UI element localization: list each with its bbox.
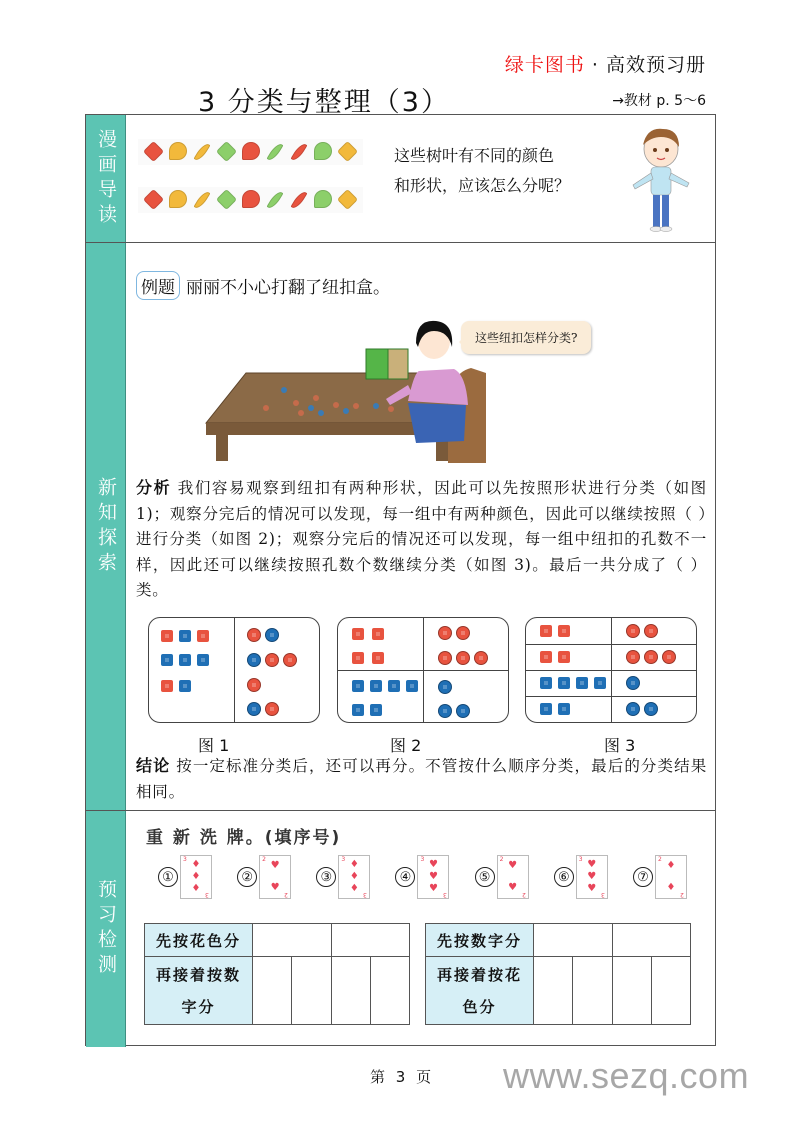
card-number: ④	[395, 867, 415, 887]
square-button-icon	[372, 628, 384, 640]
brand-series: 绿卡图书	[504, 54, 585, 76]
section-label-bar	[86, 115, 126, 242]
section-new-knowledge	[86, 243, 715, 811]
slim-leaf-icon	[194, 141, 211, 162]
maple-leaf-icon	[216, 189, 237, 210]
round-button-icon	[626, 702, 640, 716]
slim-leaf-icon	[267, 141, 284, 162]
diamond-3-card: 3 ♦ ♦ ♦ 3	[338, 855, 370, 899]
section-label: 预习检测	[95, 879, 117, 979]
worksheet-frame	[85, 114, 716, 1046]
round-button-icon	[456, 651, 470, 665]
figure-1-panel	[148, 617, 320, 723]
round-leaf-icon	[314, 190, 332, 208]
round-button-icon	[247, 702, 261, 716]
girl-buttons-illustration	[186, 313, 486, 463]
square-button-icon	[370, 680, 382, 692]
heart-3-card: 3 ♥ ♥ ♥ 3	[576, 855, 608, 899]
answer-cell[interactable]	[573, 957, 612, 1025]
square-button-icon	[406, 680, 418, 692]
example-heading	[136, 271, 390, 300]
round-button-icon	[247, 678, 261, 692]
leaves-row-1	[138, 139, 363, 165]
card-item-6	[554, 855, 608, 899]
square-button-icon	[558, 703, 570, 715]
square-button-icon	[161, 630, 173, 642]
square-button-icon	[540, 625, 552, 637]
round-leaf-icon	[242, 190, 260, 208]
card-number: ①	[158, 867, 178, 887]
square-button-icon	[197, 630, 209, 642]
section-preview-check	[86, 811, 715, 1047]
diamond-icon: ♦	[349, 871, 359, 882]
square-button-icon	[558, 625, 570, 637]
card-item-3	[316, 855, 370, 899]
card-item-1	[158, 855, 212, 899]
row-label: 先按数字分	[426, 924, 534, 957]
figure-2-caption: 图 2	[390, 736, 422, 755]
square-button-icon	[161, 680, 173, 692]
round-button-icon	[644, 624, 658, 638]
boy-illustration	[629, 123, 693, 235]
suit-first-table	[144, 923, 410, 1025]
card-item-2	[237, 855, 291, 899]
classification-figures	[148, 617, 697, 725]
slim-leaf-icon	[267, 189, 284, 210]
round-button-icon	[265, 628, 279, 642]
card-number: ⑤	[475, 867, 495, 887]
round-leaf-icon	[242, 142, 260, 160]
square-button-icon	[161, 654, 173, 666]
round-button-icon	[265, 653, 279, 667]
slim-leaf-icon	[291, 189, 308, 210]
heart-icon: ♥	[428, 871, 438, 882]
square-button-icon	[352, 628, 364, 640]
round-button-icon	[438, 626, 452, 640]
heart-icon: ♥	[270, 882, 280, 893]
row-label: 先按花色分	[145, 924, 253, 957]
diamond-icon: ♦	[191, 859, 201, 870]
row-label: 再接着按数 字分	[145, 957, 253, 1025]
speech-line-1: 这些树叶有不同的颜色	[394, 146, 555, 165]
diamond-icon: ♦	[666, 882, 676, 893]
round-button-icon	[265, 702, 279, 716]
round-button-icon	[283, 653, 297, 667]
answer-cell[interactable]	[253, 957, 292, 1025]
slim-leaf-icon	[291, 141, 308, 162]
diamond-2-card: 2 ♦ ♦ 2	[655, 855, 687, 899]
maple-leaf-icon	[143, 189, 164, 210]
card-number: ⑦	[633, 867, 653, 887]
answer-cell[interactable]	[651, 957, 690, 1025]
speech-line-2: 和形状，应该怎么分呢？	[394, 176, 571, 195]
round-button-icon	[456, 626, 470, 640]
analysis-label: 分析	[136, 478, 172, 497]
card-item-5	[475, 855, 529, 899]
heart-icon: ♥	[508, 860, 518, 871]
diamond-icon: ♦	[191, 883, 201, 894]
square-button-icon	[558, 651, 570, 663]
round-button-icon	[438, 651, 452, 665]
card-number: ③	[316, 867, 336, 887]
round-button-icon	[474, 651, 488, 665]
row-label: 再接着按花 色分	[426, 957, 534, 1025]
heart-3-card: 3 ♥ ♥ ♥ 3	[417, 855, 449, 899]
square-button-icon	[352, 652, 364, 664]
card-item-4	[395, 855, 449, 899]
square-button-icon	[372, 652, 384, 664]
square-button-icon	[558, 677, 570, 689]
figure-1-caption: 图 1	[198, 736, 230, 755]
brand-separator: ·	[584, 54, 606, 76]
brand-book: 高效预习册	[605, 54, 706, 76]
heart-2-card: 2 ♥ ♥ 2	[259, 855, 291, 899]
round-leaf-icon	[169, 142, 187, 160]
answer-cell[interactable]	[534, 957, 573, 1025]
heart-icon: ♥	[508, 882, 518, 893]
section-label-bar	[86, 811, 126, 1047]
round-button-icon	[626, 624, 640, 638]
figure-3-caption: 图 3	[604, 736, 636, 755]
number-first-table	[425, 923, 691, 1025]
heart-icon: ♥	[428, 883, 438, 894]
round-button-icon	[438, 680, 452, 694]
round-button-icon	[247, 628, 261, 642]
square-button-icon	[370, 704, 382, 716]
analysis-paragraph	[136, 475, 707, 604]
answer-cell[interactable]	[253, 924, 332, 957]
round-button-icon	[626, 650, 640, 664]
question-text: 重 新 洗 牌。(填序号)	[146, 828, 342, 848]
analysis-text: 我们容易观察到纽扣有两种形状，因此可以先按照形状进行分类（如图 1)；观察分完后的情况可以发现，每一组中有两种颜色，因此可以继续按照（ ）进行分类（如图 2)；观察分完后的情况还可以发现，每一组中纽扣的孔数不一样，因此还可以继续按照孔数个数继续分类（如图 3)。最后一共分成了（ ）类。	[136, 479, 707, 599]
comic-speech	[394, 141, 570, 201]
square-button-icon	[352, 680, 364, 692]
square-button-icon	[197, 654, 209, 666]
answer-cell[interactable]	[612, 957, 651, 1025]
leaves-row-2	[138, 187, 363, 213]
heart-2-card: 2 ♥ ♥ 2	[497, 855, 529, 899]
example-tag: 例题	[136, 271, 180, 300]
card-number: ⑥	[554, 867, 574, 887]
maple-leaf-icon	[337, 141, 358, 162]
square-button-icon	[540, 677, 552, 689]
conclusion-paragraph	[136, 753, 707, 805]
answer-cell[interactable]	[612, 924, 691, 957]
figure-2-panel	[337, 617, 509, 723]
conclusion-label: 结论	[136, 756, 171, 775]
card-item-7	[633, 855, 687, 899]
round-leaf-icon	[314, 142, 332, 160]
answer-cell[interactable]	[370, 957, 409, 1025]
heart-icon: ♥	[587, 883, 597, 894]
diamond-icon: ♦	[349, 859, 359, 870]
square-button-icon	[179, 680, 191, 692]
square-button-icon	[540, 703, 552, 715]
diamond-icon: ♦	[666, 860, 676, 871]
diamond-icon: ♦	[191, 871, 201, 882]
question-bubble: 这些纽扣怎样分类?	[461, 321, 591, 354]
square-button-icon	[388, 680, 400, 692]
answer-cell[interactable]	[534, 924, 613, 957]
heart-icon: ♥	[587, 859, 597, 870]
section-label-bar	[86, 243, 126, 810]
textbook-reference: →教材 p. 5～6	[612, 93, 706, 109]
heart-icon: ♥	[270, 860, 280, 871]
round-button-icon	[644, 650, 658, 664]
diamond-icon: ♦	[349, 883, 359, 894]
square-button-icon	[576, 677, 588, 689]
card-number: ②	[237, 867, 257, 887]
answer-cell[interactable]	[331, 957, 370, 1025]
heart-icon: ♥	[428, 859, 438, 870]
round-button-icon	[626, 676, 640, 690]
answer-tables	[144, 923, 691, 1025]
figure-captions	[126, 733, 715, 755]
maple-leaf-icon	[143, 141, 164, 162]
section-label: 新知探索	[95, 476, 117, 577]
square-button-icon	[352, 704, 364, 716]
conclusion-text: 按一定标准分类后，还可以再分。不管按什么顺序分类，最后的分类结果相同。	[136, 757, 707, 801]
page-number: 第 3 页	[370, 1068, 435, 1086]
example-text: 丽丽不小心打翻了纽扣盒。	[186, 278, 390, 298]
figure-3-panel	[525, 617, 697, 723]
heart-icon: ♥	[587, 871, 597, 882]
round-button-icon	[644, 702, 658, 716]
square-button-icon	[540, 651, 552, 663]
watermark: www.sezq.com	[503, 1055, 750, 1096]
brand-label	[505, 50, 706, 77]
page-title: 3 分类与整理（3）	[198, 87, 450, 118]
round-button-icon	[247, 653, 261, 667]
answer-cell[interactable]	[292, 957, 331, 1025]
round-button-icon	[456, 704, 470, 718]
section-comic-intro	[86, 115, 715, 243]
maple-leaf-icon	[337, 189, 358, 210]
slim-leaf-icon	[194, 189, 211, 210]
square-button-icon	[594, 677, 606, 689]
square-button-icon	[179, 654, 191, 666]
diamond-3-card: 3 ♦ ♦ ♦ 3	[180, 855, 212, 899]
round-leaf-icon	[169, 190, 187, 208]
round-button-icon	[662, 650, 676, 664]
card-list	[158, 855, 687, 899]
answer-cell[interactable]	[331, 924, 410, 957]
square-button-icon	[179, 630, 191, 642]
maple-leaf-icon	[216, 141, 237, 162]
section-label: 漫画导读	[95, 128, 117, 229]
round-button-icon	[438, 704, 452, 718]
